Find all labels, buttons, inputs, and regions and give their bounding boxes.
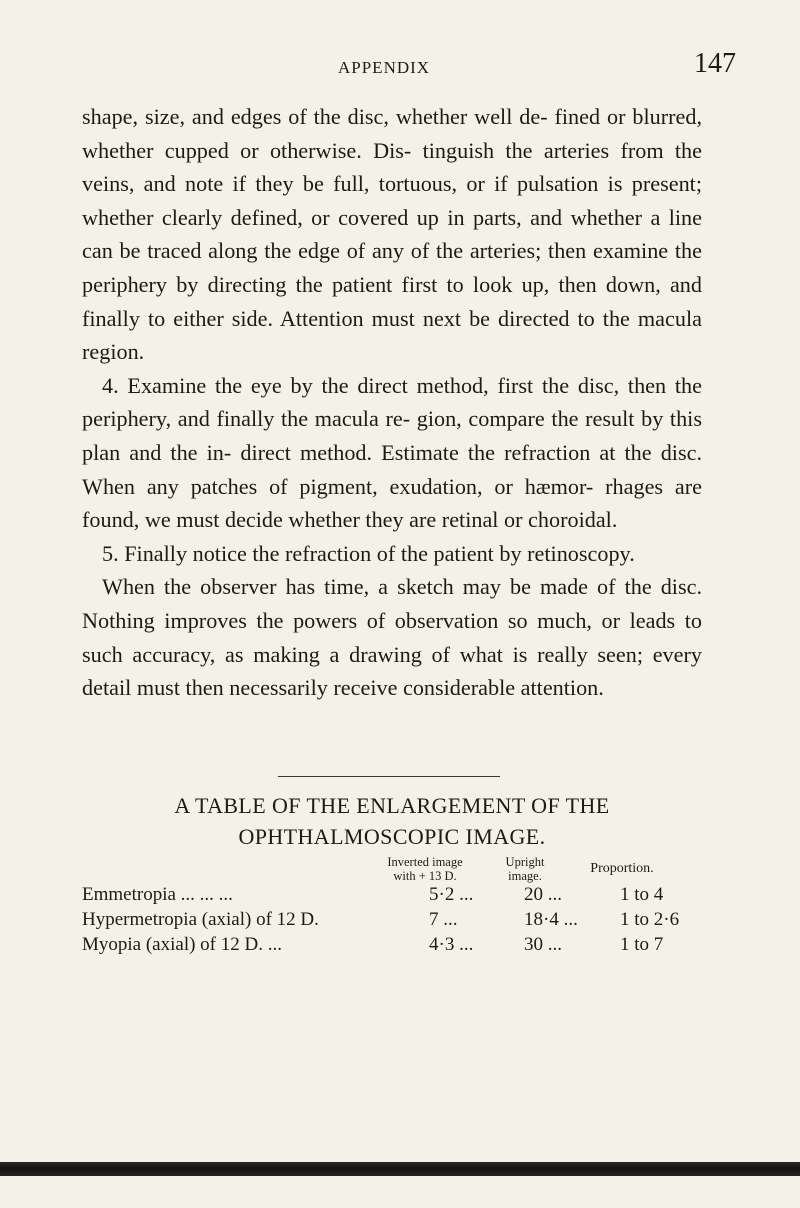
table-title-line: OPHTHALMOSCOPIC IMAGE. — [238, 824, 546, 849]
table-row — [82, 934, 732, 960]
column-header-line: image. — [508, 869, 542, 883]
cell-upright: 30 ... — [524, 934, 562, 955]
table-title — [82, 790, 702, 852]
cell-inverted: 7 ... — [429, 909, 458, 930]
cell-proportion: 1 to 4 — [620, 884, 664, 905]
column-header-line: Upright — [505, 855, 545, 869]
column-header-inverted-image — [360, 855, 490, 883]
column-header-proportion: Proportion. — [590, 861, 654, 876]
cell-inverted: 4·3 ... — [429, 934, 474, 955]
cell-inverted: 5·2 ... — [429, 884, 474, 905]
cell-upright: 18·4 ... — [524, 909, 578, 930]
section-divider — [278, 776, 500, 777]
cell-proportion: 1 to 7 — [620, 934, 664, 955]
column-header-line: with + 13 D. — [393, 869, 457, 883]
cell-condition: Emmetropia ... ... ... — [82, 884, 233, 905]
table-title-line: A TABLE OF THE ENLARGEMENT OF THE — [174, 793, 610, 818]
paragraph: When the observer has time, a sketch may be made of the disc. Nothing improves the powers of observation so much, or leads to such accuracy, as making a drawing of what is really seen; every detail must then necessarily receive considerable attention. — [82, 574, 702, 701]
table-row — [82, 884, 732, 910]
table-row — [82, 909, 732, 935]
body-text — [82, 100, 702, 705]
running-head: APPENDIX — [338, 58, 431, 77]
cell-condition: Myopia (axial) of 12 D. ... — [82, 934, 282, 955]
column-header-line: Inverted image — [387, 855, 463, 869]
column-header-upright-image — [490, 855, 560, 883]
cell-proportion: 1 to 2·6 — [620, 909, 680, 930]
paragraph: 4. Examine the eye by the direct method, first the disc, then the periphery, and finally the macula re- gion, compare the result by this plan and the in- direct method. Estimate the refraction at the disc. When any patches of pigment, exudation, or hæmor- rhages are found, we must decide whether they are retinal or choroidal. — [82, 372, 702, 533]
cell-upright: 20 ... — [524, 884, 562, 905]
paragraph: shape, size, and edges of the disc, whether well de- fined or blurred, whether cupped or otherwise. Dis- tinguish the arteries from the veins, and note if they be full, tortuous, or if pulsation is present; whether clearly defined, or covered up in parts, and whether a line can be traced along the edge of any of the arteries; then examine the periphery by directing the patient first to look up, then down, and finally to either side. Attention must next be directed to the macula region. — [82, 104, 702, 365]
paragraph: 5. Finally notice the refraction of the patient by retinoscopy. — [102, 540, 635, 566]
cell-condition: Hypermetropia (axial) of 12 D. — [82, 909, 319, 930]
page-number: 147 — [694, 48, 736, 79]
page-edge-shadow — [0, 1162, 800, 1176]
